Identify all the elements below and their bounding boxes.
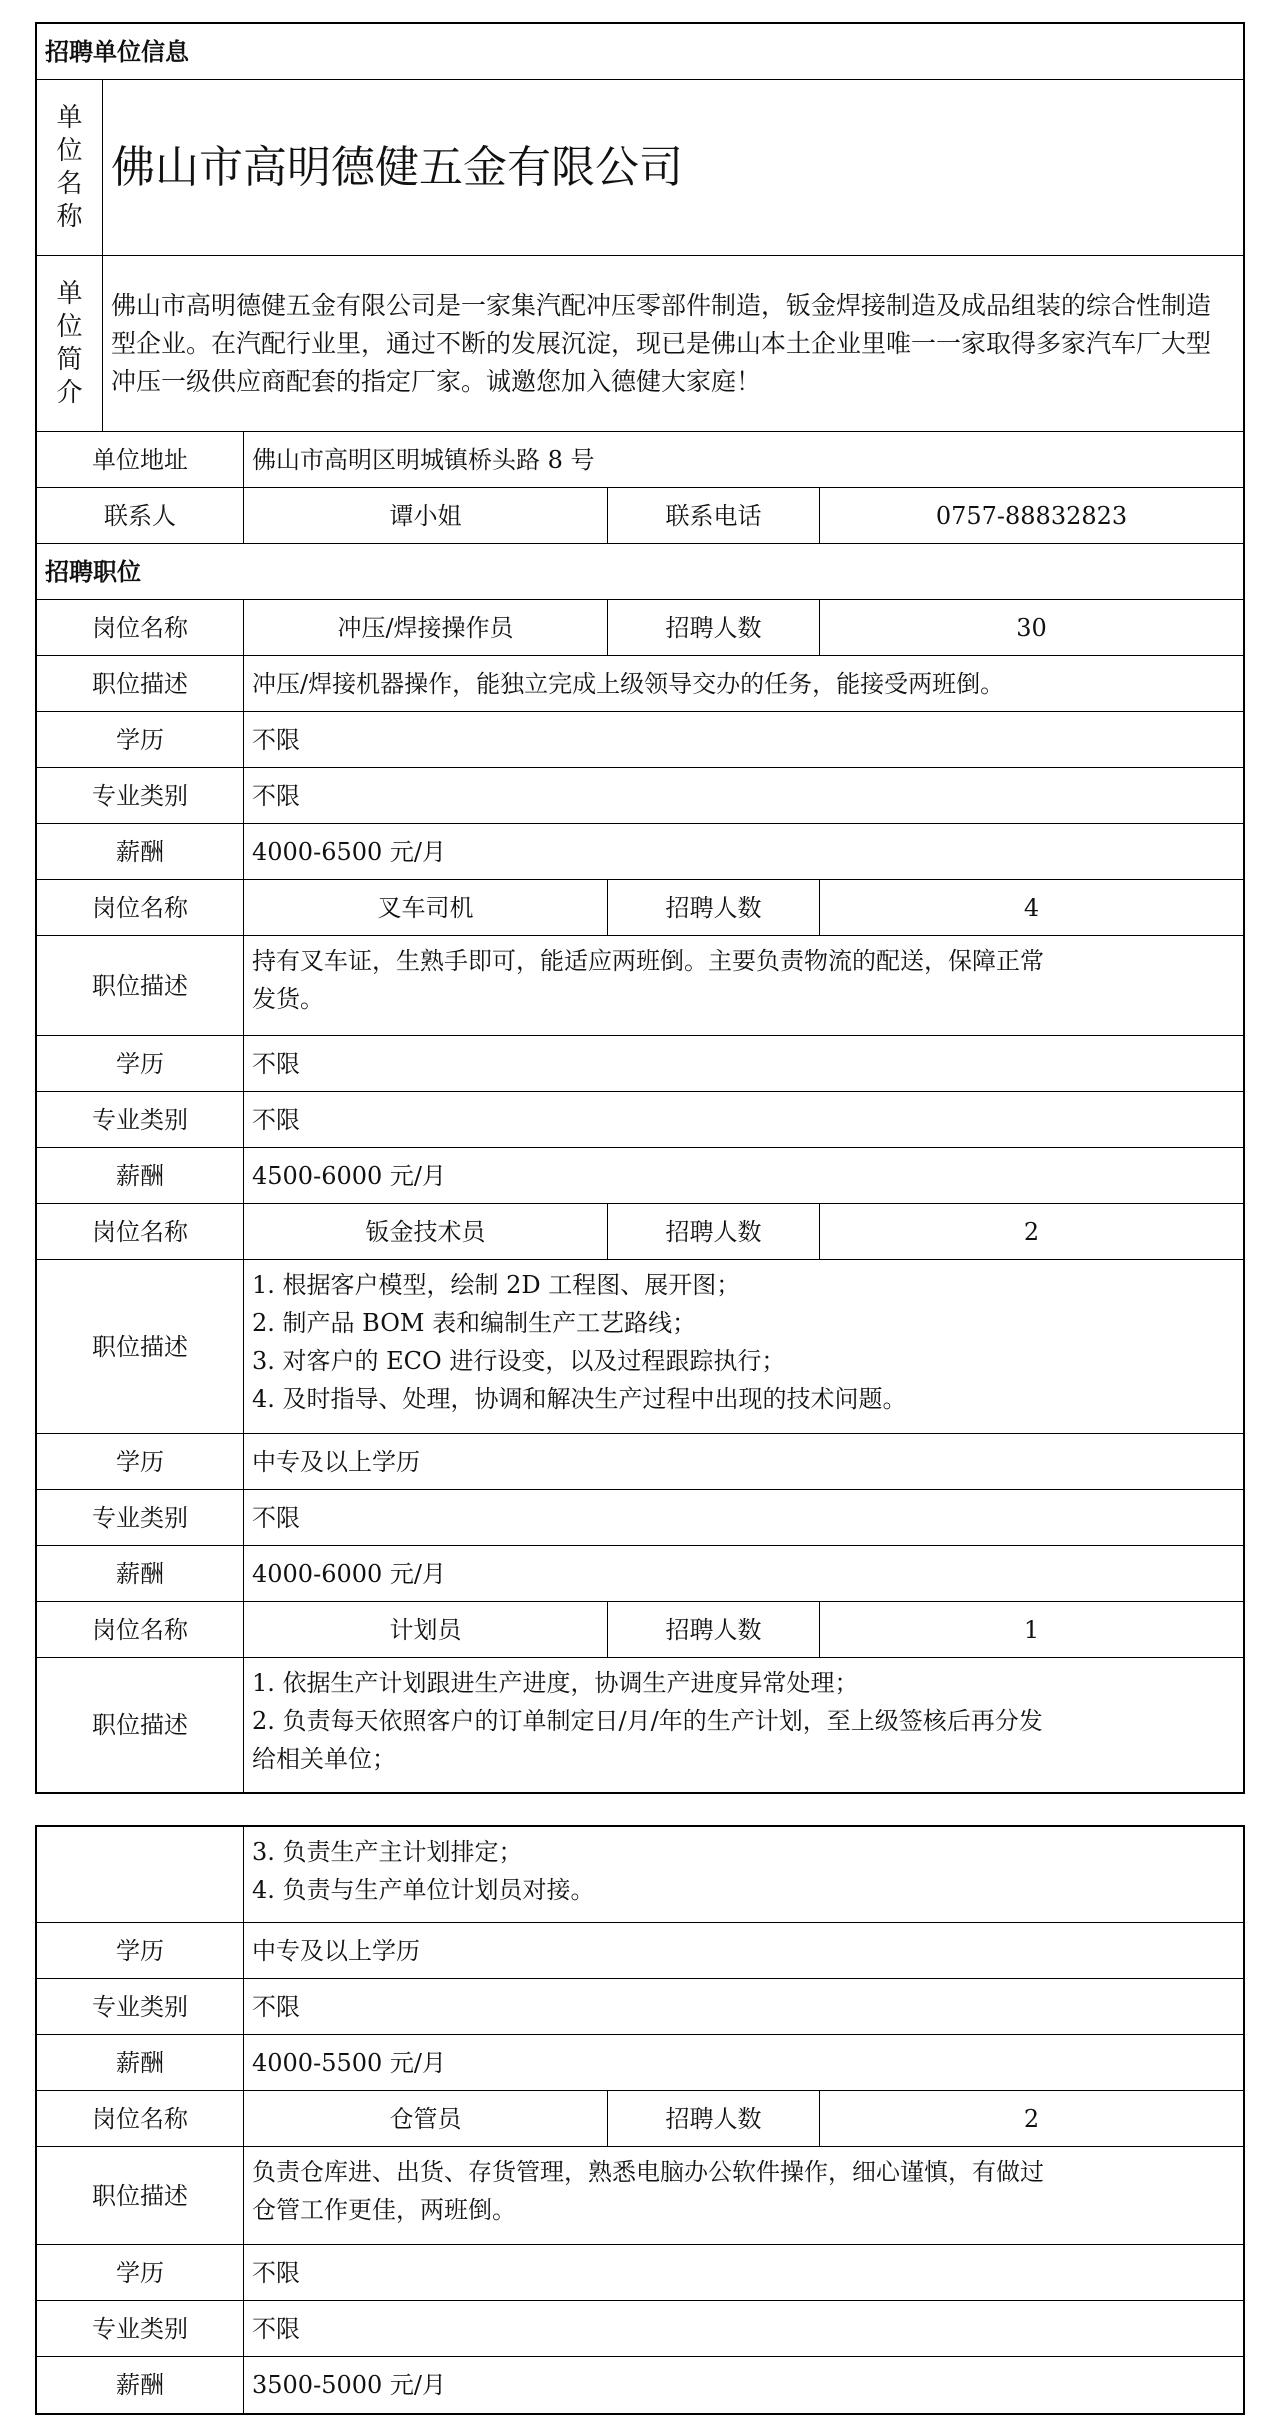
job-salary-row — [37, 1148, 1243, 1204]
job-salary-row — [37, 2357, 1243, 2413]
job-desc-row — [37, 1260, 1243, 1434]
job-title: 叉车司机 — [244, 880, 608, 935]
job-salary: 4000-5500 元/月 — [252, 2048, 446, 2077]
count-label: 招聘人数 — [608, 880, 820, 935]
count-label: 招聘人数 — [608, 1602, 820, 1657]
job-desc-line: 发货。 — [252, 985, 324, 1013]
desc-label: 职位描述 — [37, 656, 244, 711]
education-label: 学历 — [37, 1434, 244, 1489]
job-desc — [244, 1260, 1243, 1433]
job-major: 不限 — [252, 1992, 300, 2021]
section-header-unit-info — [37, 24, 1243, 80]
desc-label: 职位描述 — [37, 936, 244, 1035]
job-count: 4 — [1023, 893, 1040, 922]
job-education-row — [37, 2245, 1243, 2301]
address-value: 佛山市高明区明城镇桥头路 8 号 — [252, 445, 595, 474]
contact-label: 联系人 — [37, 488, 244, 543]
salary-label: 薪酬 — [37, 824, 244, 879]
job-title: 钣金技术员 — [244, 1204, 608, 1259]
job-desc-line: 3. 对客户的 ECO 进行设变，以及过程跟踪执行； — [252, 1347, 786, 1375]
job-desc-row — [37, 1658, 1243, 1792]
job-desc-row — [37, 2147, 1243, 2245]
count-label: 招聘人数 — [608, 1204, 820, 1259]
job-desc-line: 冲压/焊接机器操作，能独立完成上级领导交办的任务，能接受两班倒。 — [252, 669, 1005, 698]
job-education: 不限 — [252, 725, 300, 754]
education-label: 学历 — [37, 1923, 244, 1978]
phone-value: 0757-88832823 — [935, 501, 1128, 530]
job-title: 仓管员 — [244, 2091, 608, 2146]
job-salary-row — [37, 1546, 1243, 1602]
job-education: 不限 — [252, 2258, 300, 2287]
job-desc-line: 1. 依据生产计划跟进生产进度，协调生产进度异常处理； — [252, 1669, 859, 1697]
job-title-row — [37, 1602, 1243, 1658]
job-desc-line: 2. 制产品 BOM 表和编制生产工艺路线； — [252, 1309, 697, 1337]
job-major-row — [37, 2301, 1243, 2357]
job-desc — [244, 1658, 1243, 1792]
recruitment-table-page-2 — [35, 1825, 1245, 2415]
major-label: 专业类别 — [37, 1490, 244, 1545]
education-label: 学历 — [37, 2245, 244, 2300]
job-title: 计划员 — [244, 1602, 608, 1657]
address-row — [37, 432, 1243, 488]
salary-label: 薪酬 — [37, 2357, 244, 2413]
job-desc-line: 4. 负责与生产单位计划员对接。 — [252, 1876, 595, 1904]
job-desc-line: 给相关单位； — [252, 1745, 396, 1773]
job-salary: 4500-6000 元/月 — [252, 1161, 446, 1190]
position-label: 岗位名称 — [37, 600, 244, 655]
address-label: 单位地址 — [37, 432, 244, 487]
job-major: 不限 — [252, 781, 300, 810]
job-desc-line: 4. 及时指导、处理，协调和解决生产过程中出现的技术问题。 — [252, 1385, 907, 1413]
job-major-row — [37, 1490, 1243, 1546]
job-salary-row — [37, 824, 1243, 880]
desc-label: 职位描述 — [37, 2147, 244, 2244]
job-desc-row — [37, 656, 1243, 712]
section-title: 招聘职位 — [45, 557, 141, 586]
contact-value: 谭小姐 — [244, 488, 608, 543]
job-education: 不限 — [252, 1049, 300, 1078]
job-education-row — [37, 712, 1243, 768]
job-salary: 4000-6000 元/月 — [252, 1559, 446, 1588]
job-desc-line: 1. 根据客户模型，绘制 2D 工程图、展开图； — [252, 1271, 741, 1299]
company-intro-text: 佛山市高明德健五金有限公司是一家集汽配冲压零部件制造，钣金焊接制造及成品组装的综合性制造型企业。在汽配行业里，通过不断的发展沉淀，现已是佛山本土企业里唯一一家取得多家汽车厂大型冲压一级供应商配套的指定厂家。诚邀您加入德健大家庭！ — [111, 290, 1212, 396]
job-title-row — [37, 600, 1243, 656]
company-name-label: 单位名称 — [37, 80, 103, 255]
company-intro-row — [37, 256, 1243, 432]
section-header-positions — [37, 544, 1243, 600]
contact-row — [37, 488, 1243, 544]
count-label: 招聘人数 — [608, 2091, 820, 2146]
job-count: 2 — [1023, 2104, 1040, 2133]
job-major-row — [37, 1979, 1243, 2035]
phone-label: 联系电话 — [608, 488, 820, 543]
job-desc-continued-row — [37, 1827, 1243, 1923]
position-label: 岗位名称 — [37, 2091, 244, 2146]
company-intro-label: 单位简介 — [37, 256, 103, 431]
position-label: 岗位名称 — [37, 1602, 244, 1657]
job-salary: 3500-5000 元/月 — [252, 2371, 446, 2399]
desc-label: 职位描述 — [37, 1260, 244, 1433]
position-label: 岗位名称 — [37, 880, 244, 935]
position-label: 岗位名称 — [37, 1204, 244, 1259]
salary-label: 薪酬 — [37, 1546, 244, 1601]
salary-label: 薪酬 — [37, 1148, 244, 1203]
job-major: 不限 — [252, 1105, 300, 1134]
job-title-row — [37, 2091, 1243, 2147]
job-title: 冲压/焊接操作员 — [244, 600, 608, 655]
job-major: 不限 — [252, 2314, 300, 2343]
count-label: 招聘人数 — [608, 600, 820, 655]
job-title-row — [37, 1204, 1243, 1260]
job-education: 中专及以上学历 — [252, 1936, 420, 1965]
job-desc-line: 持有叉车证，生熟手即可，能适应两班倒。主要负责物流的配送，保障正常 — [252, 947, 1044, 975]
major-label: 专业类别 — [37, 2301, 244, 2356]
job-desc-line: 3. 负责生产主计划排定； — [252, 1838, 523, 1866]
recruitment-table-page-1 — [35, 22, 1245, 1794]
job-desc — [244, 936, 1243, 1035]
job-count: 2 — [1023, 1217, 1040, 1246]
section-title: 招聘单位信息 — [45, 37, 189, 66]
major-label: 专业类别 — [37, 768, 244, 823]
company-name: 佛山市高明德健五金有限公司 — [111, 141, 683, 193]
education-label: 学历 — [37, 712, 244, 767]
major-label: 专业类别 — [37, 1092, 244, 1147]
job-salary: 4000-6500 元/月 — [252, 837, 446, 866]
job-title-row — [37, 880, 1243, 936]
job-education-row — [37, 1036, 1243, 1092]
job-desc — [244, 1827, 1243, 1922]
job-salary-row — [37, 2035, 1243, 2091]
job-major-row — [37, 768, 1243, 824]
job-major-row — [37, 1092, 1243, 1148]
empty-label-cell — [37, 1827, 244, 1922]
job-desc-line: 仓管工作更佳，两班倒。 — [252, 2196, 516, 2224]
company-name-row — [37, 80, 1243, 256]
job-desc — [244, 2147, 1243, 2244]
salary-label: 薪酬 — [37, 2035, 244, 2090]
education-label: 学历 — [37, 1036, 244, 1091]
job-desc-line: 2. 负责每天依照客户的订单制定日/月/年的生产计划，至上级签核后再分发 — [252, 1707, 1043, 1735]
major-label: 专业类别 — [37, 1979, 244, 2034]
job-count: 1 — [1023, 1615, 1040, 1644]
job-education: 中专及以上学历 — [252, 1447, 420, 1476]
job-count: 30 — [1016, 613, 1047, 642]
job-major: 不限 — [252, 1503, 300, 1532]
job-education-row — [37, 1434, 1243, 1490]
job-desc-line: 负责仓库进、出货、存货管理，熟悉电脑办公软件操作，细心谨慎，有做过 — [252, 2158, 1044, 2186]
desc-label: 职位描述 — [37, 1658, 244, 1792]
job-desc-row — [37, 936, 1243, 1036]
job-education-row — [37, 1923, 1243, 1979]
